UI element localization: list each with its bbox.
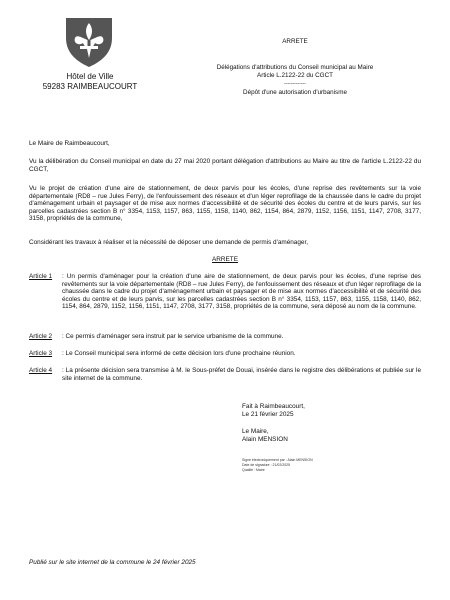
subject-line-2: Article L.2122-22 du CGCT bbox=[257, 72, 333, 79]
arrete-heading: ARRETE bbox=[212, 256, 238, 263]
article-2-label: Article 2 bbox=[29, 333, 53, 340]
subject-line-1: Délégations d'attributions du Conseil municipal au Maire bbox=[216, 64, 374, 71]
esign-signer: Signé électroniquement par : Alain MENSION bbox=[242, 458, 313, 462]
town-address: 59283 RAIMBEAUCOURT bbox=[42, 82, 138, 91]
publication-note: Publié sur le site internet de la commune le 24 février 2025 bbox=[29, 559, 196, 566]
vu-deliberation: Vu la délibération du Conseil municipal en date du 27 mai 2020 portant délégation d'attributions au Maire au titre de l'article L.2122-22 du CGCT, bbox=[29, 158, 421, 173]
signature-role: Le Maire, bbox=[242, 428, 269, 435]
fleur-de-lis-crest-icon bbox=[62, 16, 116, 68]
town-hall-label: Hôtel de Ville bbox=[66, 72, 114, 81]
subject-line-3: Dépôt d'une autorisation d'urbanisme bbox=[243, 89, 347, 96]
document-type: ARRETE bbox=[282, 38, 308, 45]
article-4-label: Article 4 bbox=[29, 367, 53, 374]
article-1-label: Article 1 bbox=[29, 273, 53, 280]
signature-name: Alain MENSION bbox=[242, 436, 288, 443]
header-separator: ------------- bbox=[284, 81, 306, 87]
considerant: Considérant les travaux à réaliser et la nécessité de déposer une demande de permis d'aménager, bbox=[29, 239, 309, 246]
article-1-text: : Un permis d'aménager pour la création d'une aire de stationnement, de deux parvis pour les écoles, d'une reprise des revêtements sur la voie départementale (RD8 – rue Jules Ferry), de l'enfouissement des réseaux et d'un léger reprofilage de la chaussée dans le cadre du projet d'aménagement urbain et paysager et de mise aux normes d'accessibilité et de sécurité des écoles du centre et de leurs parvis, sur les parcelles cadastrées section B n° 3354, 1153, 1157, 863, 1155, 1158, 1140, 862, 1154, 864, 2879, 1152, 1156, 1151, 1147, 2708, 3177, 3158, propriétés de la commune, sera déposé au nom de la commune. bbox=[62, 273, 421, 311]
intro-line: Le Maire de Raimbeaucourt, bbox=[29, 140, 110, 147]
signature-place: Fait à Raimbeaucourt, bbox=[242, 403, 305, 410]
esign-role: Qualité : Maire bbox=[242, 468, 265, 472]
signature-date: Le 21 février 2025 bbox=[242, 411, 294, 418]
article-4-text: : La présente décision sera transmise à M. le Sous-préfet de Douai, insérée dans le registre des délibérations et publiée sur le site internet de la commune. bbox=[62, 367, 421, 382]
vu-projet: Vu le projet de création d'une aire de stationnement, de deux parvis pour les écoles, d'une reprise des revêtements sur la voie départementale (RD8 – rue Jules Ferry), de l'enfouissement des réseaux et d'un léger reprofilage de la chaussée dans le cadre du projet d'aménagement urbain et paysager et de mise aux normes d'accessibilité et de sécurité des écoles du centre et de leurs parvis, sur les parcelles cadastrées section B n° 3354, 1153, 1157, 863, 1155, 1158, 1140, 862, 1154, 864, 2879, 1152, 1156, 1151, 1147, 2708, 3177, 3158, propriétés de la commune, bbox=[29, 185, 421, 223]
article-2-text: : Ce permis d'aménager sera instruit par le service urbanisme de la commune. bbox=[62, 333, 284, 340]
article-3-text: : Le Conseil municipal sera informé de cette décision lors d'une prochaine réunion. bbox=[62, 350, 296, 357]
article-3-label: Article 3 bbox=[29, 350, 53, 357]
esign-date: Date de signature : 21/02/2025 bbox=[242, 463, 291, 467]
